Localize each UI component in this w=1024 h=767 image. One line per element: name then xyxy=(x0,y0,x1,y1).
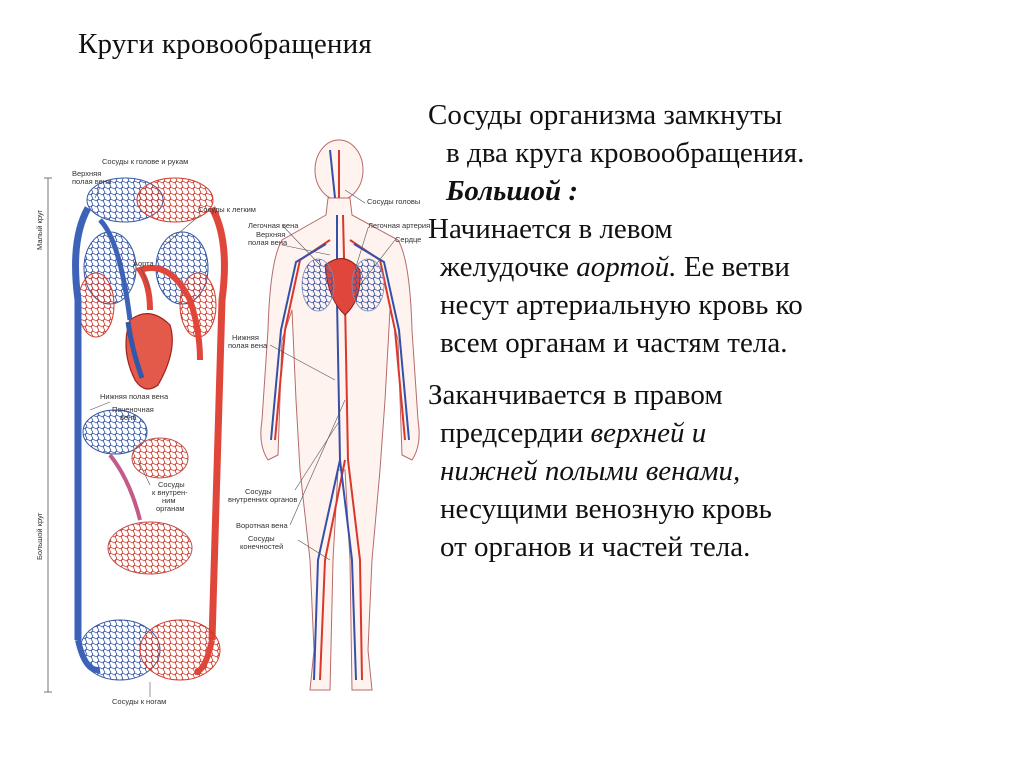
label-big-circle: Большой круг xyxy=(35,512,44,560)
label-hepatic-2: вена xyxy=(120,413,137,422)
text-line-11: несущими венозную кровь xyxy=(440,493,772,525)
label-body-svc-1: Верхняя xyxy=(256,230,286,239)
label-pulmonary-vein: Легочная вена xyxy=(248,221,299,230)
text-line-7: всем органам и частям тела. xyxy=(440,327,788,359)
label-head-vessels-body: Сосуды головы xyxy=(367,197,421,206)
label-aorta: Аорта xyxy=(133,259,154,268)
label-organs-4: органам xyxy=(156,504,185,513)
text-line-8: Заканчивается в правом xyxy=(428,379,723,411)
label-lung-vessels: Сосуды к легким xyxy=(198,205,256,214)
label-heart: Сердце xyxy=(395,235,422,244)
text-line-6: несут артериальную кровь ко xyxy=(440,289,803,321)
text-line-1: Сосуды организма замкнуты xyxy=(428,99,783,131)
label-inner-organs-1: Сосуды xyxy=(245,487,272,496)
text-line-2: в два круга кровообращения. xyxy=(446,137,805,169)
italic-term: верхней и xyxy=(590,417,707,449)
italic-term: аортой. xyxy=(576,251,677,283)
label-head-vessels: Сосуды к голове и рукам xyxy=(102,157,189,166)
label-hepatic-1: Печеночная xyxy=(112,405,154,414)
label-inner-organs-2: внутренних органов xyxy=(228,495,298,504)
body-lung-left xyxy=(302,259,334,311)
label-organs-2: к внутрен- xyxy=(152,488,188,497)
head-capillaries-arterial xyxy=(137,178,213,222)
text-fragment: желудочке xyxy=(440,251,577,283)
label-organs-1: Сосуды xyxy=(158,480,185,489)
italic-term: нижней полыми венами, xyxy=(440,455,741,487)
label-limb-vessels-1: Сосуды xyxy=(248,534,275,543)
label-leg-vessels: Сосуды к ногам xyxy=(112,697,167,706)
label-body-ivc-1: Нижняя xyxy=(232,333,259,342)
label-portal-vein: Воротная вена xyxy=(236,521,288,530)
text-fragment: предсердии xyxy=(440,417,591,449)
text-line-12: от органов и частей тела. xyxy=(440,531,751,563)
label-svc-1: Верхняя xyxy=(72,169,102,178)
body-lung-right xyxy=(352,259,384,311)
label-limb-vessels-2: конечностей xyxy=(240,542,284,551)
aorta xyxy=(212,208,224,640)
label-body-ivc-2: полая вена xyxy=(228,341,268,350)
label-organs-3: ним xyxy=(162,496,176,505)
label-svc-2: полая вена xyxy=(72,177,112,186)
organ-capillaries xyxy=(108,522,192,574)
label-pulmonary-artery: Легочная артерия xyxy=(368,221,431,230)
label-body-svc-2: полая вена xyxy=(248,238,288,247)
slide-title: Круги кровообращения xyxy=(78,28,372,60)
text-line-4: Начинается в левом xyxy=(428,213,673,245)
text-fragment: Ее ветви xyxy=(676,251,790,283)
bold-term: Большой : xyxy=(446,175,579,207)
label-small-circle: Малый круг xyxy=(35,209,44,250)
label-ivc: Нижняя полая вена xyxy=(100,392,169,401)
